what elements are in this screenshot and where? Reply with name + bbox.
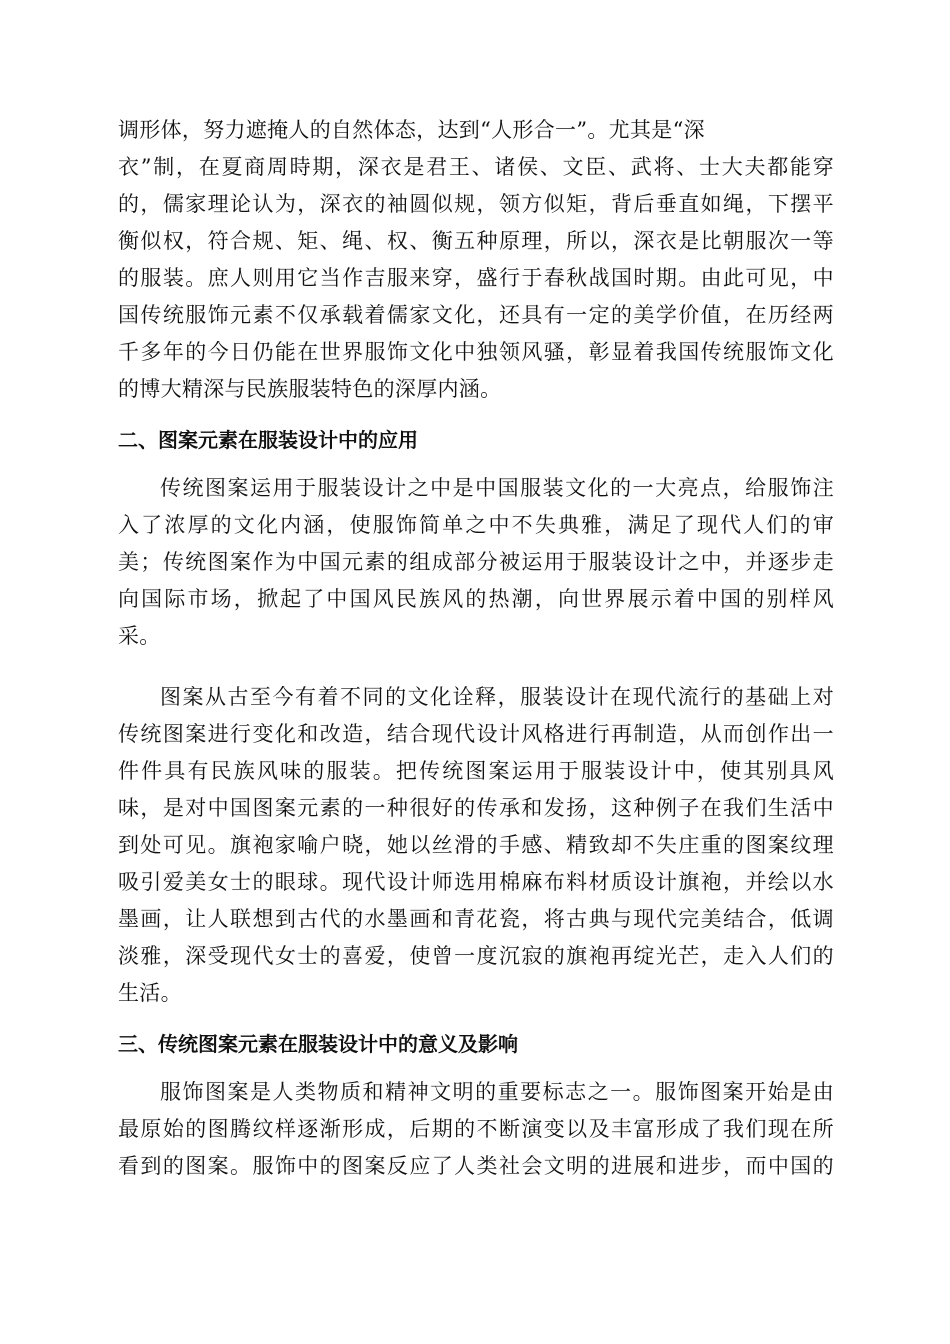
text-line: 国传统服饰元素不仅承载着儒家文化，还具有一定的美学价值，在历经两 <box>118 303 834 327</box>
text-line: 千多年的今日仍能在世界服饰文化中独领风骚，彰显着我国传统服饰文化 <box>118 340 834 364</box>
text-line: 服饰图案是人类物质和精神文明的重要标志之一。服饰图案开始是由 <box>160 1080 834 1104</box>
text-line: 图案从古至今有着不同的文化诠释，服装设计在现代流行的基础上对 <box>160 685 834 709</box>
text-line: 的，儒家理论认为，深衣的袖圆似规，领方似矩，背后垂直如绳，下摆平 <box>118 192 834 216</box>
text-line: 吸引爱美女士的眼球。现代设计师选用棉麻布料材质设计旗袍，并绘以水 <box>118 870 834 894</box>
text-line: 传统图案运用于服装设计之中是中国服装文化的一大亮点，给服饰注 <box>160 476 834 500</box>
section-heading: 二、图案元素在服装设计中的应用 <box>118 428 418 452</box>
text-line: 美；传统图案作为中国元素的组成部分被运用于服装设计之中，并逐步走 <box>118 550 834 574</box>
text-line: 墨画，让人联想到古代的水墨画和青花瓷，将古典与现代完美结合，低调 <box>118 907 834 931</box>
paragraph <box>118 470 834 655</box>
document-page <box>118 112 834 1185</box>
text-line: 采。 <box>118 624 161 648</box>
text-line: 淡雅，深受现代女士的喜爱，使曾一度沉寂的旗袍再绽光芒，走入人们的 <box>118 944 834 968</box>
text-line: 的服装。庶人则用它当作吉服来穿，盛行于春秋战国时期。由此可见，中 <box>118 266 834 290</box>
text-line: 味，是对中国图案元素的一种很好的传承和发扬，这种例子在我们生活中 <box>118 796 834 820</box>
text-line: 最原始的图腾纹样逐渐形成，后期的不断演变以及丰富形成了我们现在所 <box>118 1117 834 1141</box>
text-line: 衣”制，在夏商周時期，深衣是君王、诸侯、文臣、武将、士大夫都能穿 <box>118 155 834 179</box>
section-heading: 三、传统图案元素在服装设计中的意义及影响 <box>118 1032 518 1056</box>
paragraph <box>118 1074 834 1185</box>
text-line: 调形体，努力遮掩人的自然体态，达到“人形合一”。尤其是“深 <box>118 118 705 142</box>
paragraph <box>118 679 834 1012</box>
text-line: 看到的图案。服饰中的图案反应了人类社会文明的进展和进步，而中国的 <box>118 1154 834 1178</box>
text-line: 到处可见。旗袍家喻户晓，她以丝滑的手感、精致却不失庄重的图案纹理 <box>118 833 834 857</box>
paragraph-intro <box>118 112 834 408</box>
text-line: 生活。 <box>118 981 182 1005</box>
text-line: 向国际市场，掀起了中国风民族风的热潮，向世界展示着中国的别样风 <box>118 587 834 611</box>
text-line: 入了浓厚的文化内涵，使服饰简单之中不失典雅，满足了现代人们的审 <box>118 513 834 537</box>
text-line: 传统图案进行变化和改造，结合现代设计风格进行再制造，从而创作出一 <box>118 722 834 746</box>
text-line: 的博大精深与民族服装特色的深厚内涵。 <box>118 377 502 401</box>
text-line: 件件具有民族风味的服装。把传统图案运用于服装设计中，使其别具风 <box>118 759 834 783</box>
text-line: 衡似权，符合规、矩、绳、权、衡五种原理，所以，深衣是比朝服次一等 <box>118 229 834 253</box>
